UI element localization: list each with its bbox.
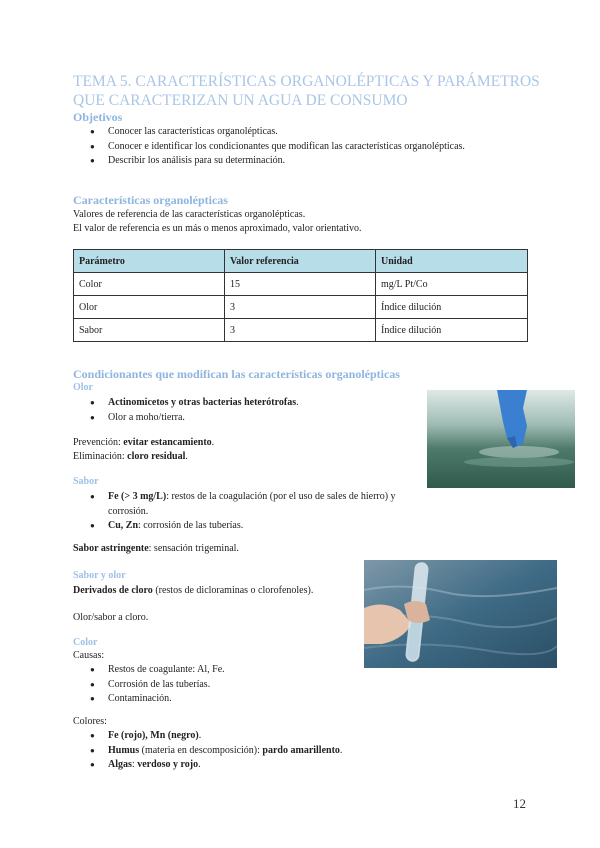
reference-table — [73, 249, 528, 342]
derivados-cloro-line: Derivados de cloro (restos de dicloraminas o clorofenoles). — [73, 585, 314, 596]
caracteristicas-line1: Valores de referencia de las características organolépticas. — [73, 209, 306, 220]
table-cell: mg/L Pt/Co — [376, 273, 528, 296]
causas-list — [73, 663, 373, 707]
table-row — [74, 273, 528, 296]
list-item: ● Fe (> 3 mg/L): restos de la coagulación (por el uso de sales de hierro) y corrosión. — [73, 490, 408, 519]
sabor-heading: Sabor — [73, 476, 99, 487]
page-title: TEMA 5. CARACTERÍSTICAS ORGANOLÉPTICAS Y PARÁMETROS QUE CARACTERIZAN UN AGUA DE CONSUMO — [73, 73, 540, 109]
table-header: Parámetro — [74, 250, 225, 273]
prevencion-line: Prevención: evitar estancamiento. — [73, 437, 215, 448]
sabor-astringente-line: Sabor astringente: sensación trigeminal. — [73, 543, 239, 554]
objetivos-heading: Objetivos — [73, 110, 123, 124]
colores-label: Colores: — [73, 716, 107, 727]
table-header: Unidad — [376, 250, 528, 273]
condicionantes-heading: Condicionantes que modifican las características organolépticas — [73, 367, 400, 381]
list-item: ● Actinomicetos y otras bacterias heterótrofas. — [73, 396, 403, 411]
caracteristicas-heading: Características organolépticas — [73, 193, 228, 207]
table-cell: Índice dilución — [376, 296, 528, 319]
list-item: ● Describir los análisis para su determinación. — [73, 154, 553, 169]
sabor-list — [73, 490, 408, 534]
olor-sabor-cloro-line: Olor/sabor a cloro. — [73, 612, 149, 623]
causas-label: Causas: — [73, 650, 105, 661]
olor-list — [73, 396, 403, 425]
list-item: ● Contaminación. — [73, 692, 373, 707]
list-item: ● Humus (materia en descomposición): pardo amarillento. — [73, 744, 453, 759]
color-heading: Color — [73, 637, 98, 648]
table-cell: 15 — [225, 273, 376, 296]
list-item: ● Restos de coagulante: Al, Fe. — [73, 663, 373, 678]
table-header-row — [74, 250, 528, 273]
page-number: 12 — [513, 796, 526, 811]
caracteristicas-line2: El valor de referencia es un más o menos aproximado, valor orientativo. — [73, 223, 362, 234]
list-item: ● Cu, Zn: corrosión de las tuberías. — [73, 519, 408, 534]
list-item: ● Algas: verdoso y rojo. — [73, 758, 453, 773]
table-cell: 3 — [225, 319, 376, 342]
table-cell: Sabor — [74, 319, 225, 342]
table-cell: Color — [74, 273, 225, 296]
colores-list — [73, 729, 453, 773]
sabor-olor-heading: Sabor y olor — [73, 570, 126, 581]
list-item: ● Corrosión de las tuberías. — [73, 678, 373, 693]
table-header: Valor referencia — [225, 250, 376, 273]
water-glove-photo — [427, 390, 575, 488]
table-row — [74, 319, 528, 342]
test-tube-photo — [364, 560, 557, 668]
list-item: ● Olor a moho/tierra. — [73, 411, 403, 426]
table-cell: 3 — [225, 296, 376, 319]
olor-heading: Olor — [73, 382, 93, 393]
objetivos-list — [73, 125, 553, 169]
table-cell: Olor — [74, 296, 225, 319]
list-item: ● Conocer e identificar los condicionantes que modifican las características organolépticas. — [73, 140, 553, 155]
table-row — [74, 296, 528, 319]
eliminacion-line: Eliminación: cloro residual. — [73, 451, 188, 462]
list-item: ● Fe (rojo), Mn (negro). — [73, 729, 453, 744]
list-item: ● Conocer las características organolépticas. — [73, 125, 553, 140]
table-cell: Índice dilución — [376, 319, 528, 342]
